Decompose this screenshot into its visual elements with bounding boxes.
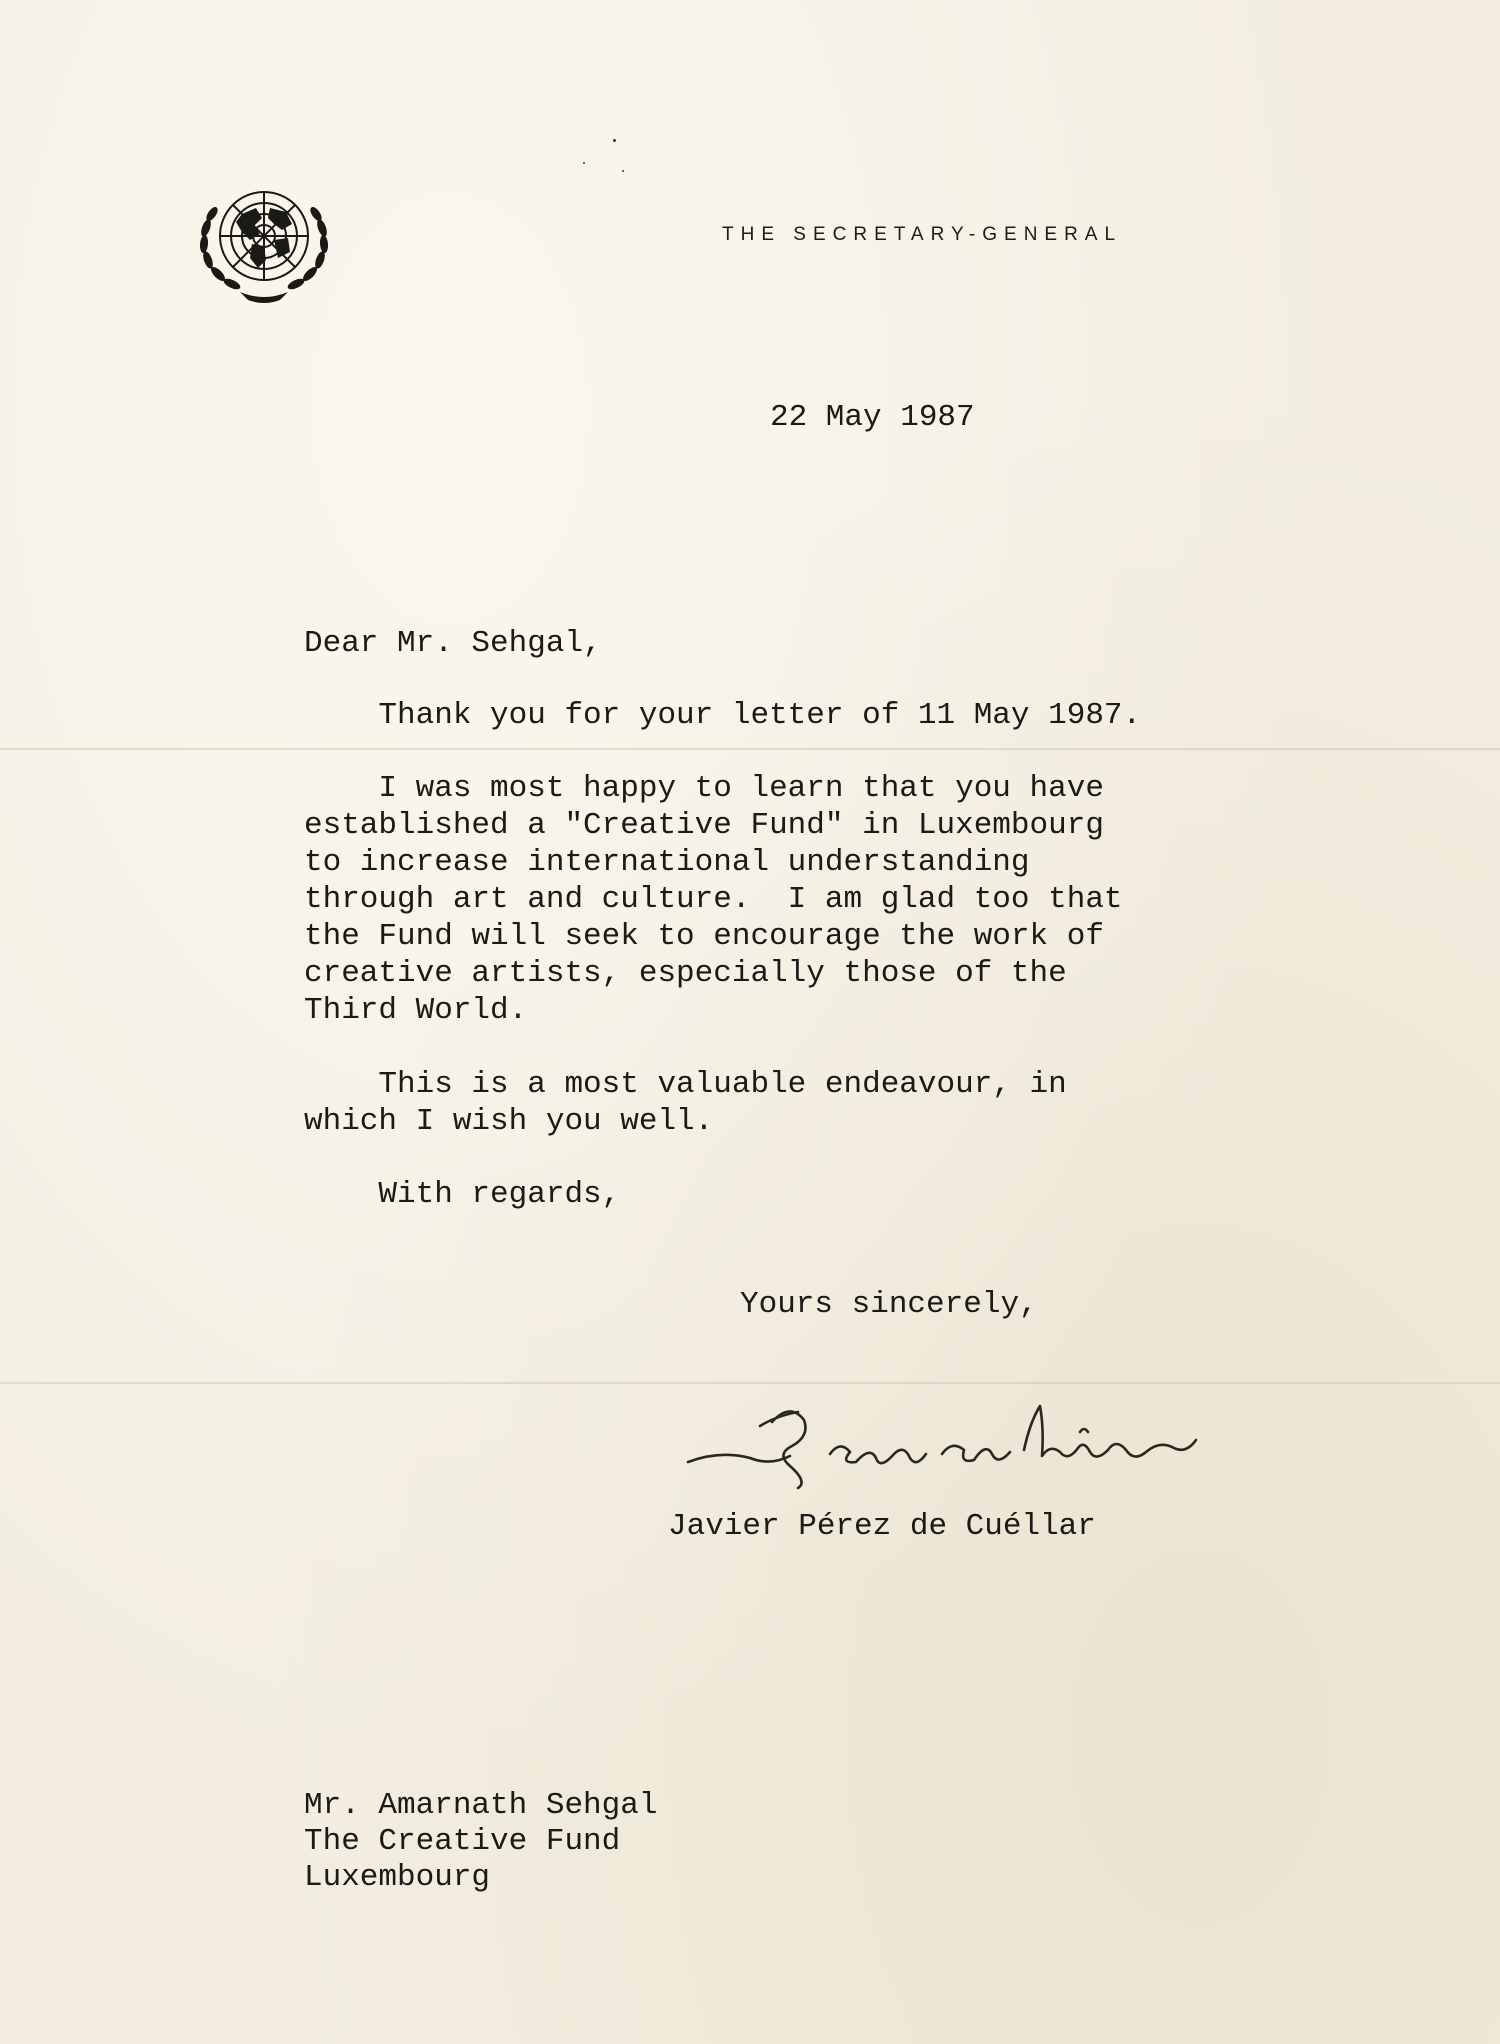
- letter-closing: Yours sincerely,: [740, 1287, 1038, 1322]
- letter-paragraph: Thank you for your letter of 11 May 1987.: [304, 698, 1142, 733]
- paper-speck: [583, 162, 585, 164]
- paper-fold-line: [0, 1382, 1500, 1384]
- paper-speck: [622, 170, 624, 172]
- paper-fold-line: [0, 748, 1500, 750]
- letter-paragraph: This is a most valuable endeavour, in which I wish you well.: [304, 1067, 1067, 1139]
- handwritten-signature: [680, 1392, 1220, 1502]
- letter-paragraph: I was most happy to learn that you have established a "Creative Fund" in Luxembourg to increase international understanding through art and culture. I am glad too that the Fund will seek to encourage the work of creative artists, especially those of the Third World.: [304, 771, 1123, 1028]
- letter-paragraph: With regards,: [304, 1177, 621, 1212]
- united-nations-emblem-icon: [190, 174, 338, 312]
- signer-name: Javier Pérez de Cuéllar: [668, 1509, 1096, 1544]
- letter-date: 22 May 1987: [770, 400, 975, 435]
- paper-speck: [613, 139, 616, 142]
- recipient-address: Mr. Amarnath Sehgal The Creative Fund Luxembourg: [304, 1788, 658, 1895]
- letterhead-title: THE SECRETARY-GENERAL: [722, 224, 1123, 245]
- letter-salutation: Dear Mr. Sehgal,: [304, 626, 602, 661]
